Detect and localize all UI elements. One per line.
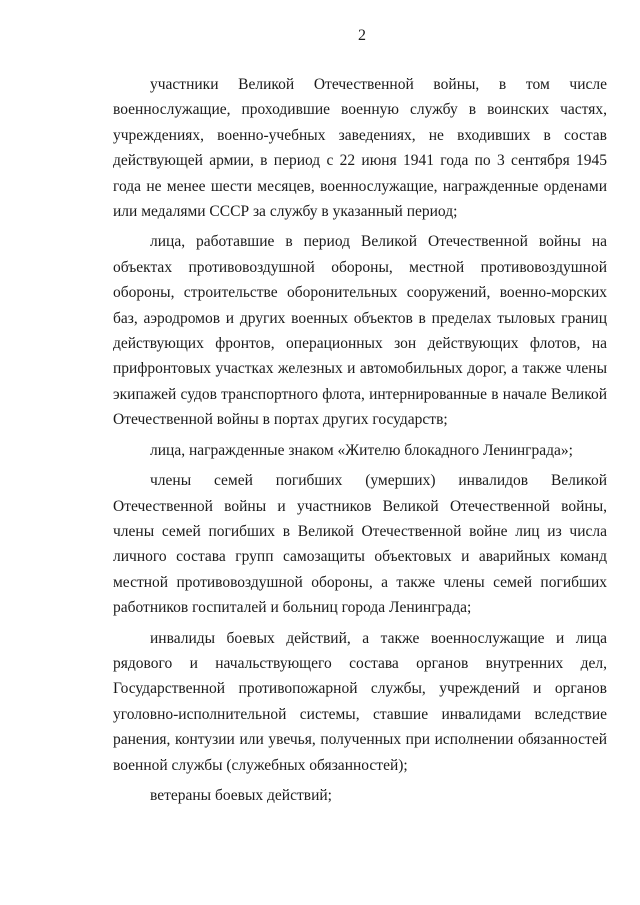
- paragraph-home-front-workers: лица, работавшие в период Великой Отечественной войны на объектах противовоздушной обороны, местной противовоздушной обороны, строительстве оборонительных сооружений, военно-морских баз, аэродромов и других военных объектов в пределах тыловых границ действующих фронтов, операционных зон действующих флотов, на прифронтовых участках железных и автомобильных дорог, а также члены экипажей судов транспортного флота, интернированные в начале Великой Отечественной войны в портах других государств;: [113, 233, 607, 429]
- document-body: [113, 72, 607, 808]
- paragraph-combat-veterans: ветераны боевых действий;: [150, 786, 332, 804]
- paragraph-family-members: члены семей погибших (умерших) инвалидов Великой Отечественной войны и участников Великой Отечественной войны, члены семей погибших в Великой Отечественной войне лиц из числа личного состава групп самозащиты объектовых и аварийных команд местной противовоздушной обороны, а также члены семей погибших работников госпиталей и больниц города Ленинграда;: [113, 472, 607, 617]
- paragraph-war-participants: участники Великой Отечественной войны, в том числе военнослужащие, проходившие военную службу в воинских частях, учреждениях, военно-учебных заведениях, не входивших в состав действующей армии, в период с 22 июня 1941 года по 3 сентября 1945 года не менее шести месяцев, военнослужащие, награжденные орденами или медалями СССР за службу в указанный период;: [113, 76, 607, 221]
- paragraph-combat-invalids: инвалиды боевых действий, а также военнослужащие и лица рядового и начальствующего состава органов внутренних дел, Государственной противопожарной службы, учреждений и органов уголовно-исполнительной системы, ставшие инвалидами вследствие ранения, контузии или увечья, полученных при исполнении обязанностей военной службы (служебных обязанностей);: [113, 629, 607, 774]
- paragraph-leningrad-siege-badge: лица, награжденные знаком «Жителю блокадного Ленинграда»;: [150, 441, 573, 459]
- page-number: 2: [358, 27, 366, 44]
